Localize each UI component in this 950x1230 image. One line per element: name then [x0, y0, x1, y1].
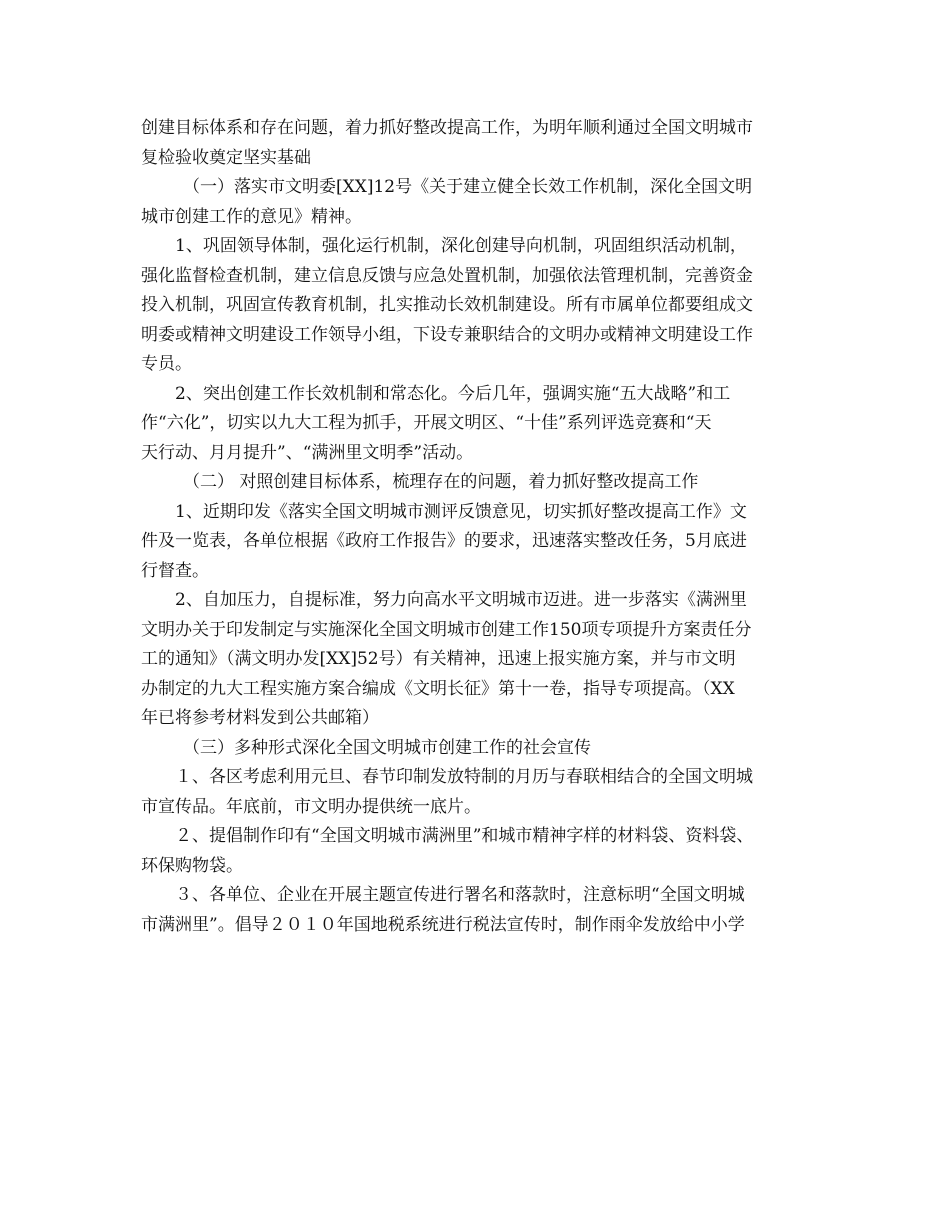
- text-line: 专员。: [141, 354, 192, 374]
- text-line: 创建目标体系和存在问题，着力抓好整改提高工作，为明年顺利通过全国文明城市: [141, 118, 753, 138]
- text-line: １、各区考虑利用元旦、春节印制发放特制的月历与春联相结合的全国文明城: [175, 767, 753, 787]
- text-line: 件及一览表，各单位根据《政府工作报告》的要求，迅速落实整改任务，5月底进: [141, 531, 747, 551]
- text-line: 年已将参考材料发到公共邮箱）: [141, 708, 379, 728]
- text-line: 复检验收奠定坚实基础: [141, 147, 311, 168]
- text-line: 文明办关于印发制定与实施深化全国文明城市创建工作150项专项提升方案责任分: [141, 619, 752, 640]
- text-line: ３、各单位、企业在开展主题宣传进行署名和落款时，注意标明“全国文明城: [175, 885, 745, 905]
- text-line: 明委或精神文明建设工作领导小组，下设专兼职结合的文明办或精神文明建设工作: [141, 324, 753, 345]
- text-line: 投入机制，巩固宣传教育机制，扎实推动长效机制建设。所有市属单位都要组成文: [141, 295, 753, 315]
- text-line: 2、自加压力，自提标准，努力向高水平文明城市迈进。进一步落实《满洲里: [175, 590, 747, 610]
- text-line: 办制定的九大工程实施方案合编成《文明长征》第十一卷，指导专项提高。（XX: [141, 678, 735, 699]
- text-line: 作“六化”，切实以九大工程为抓手，开展文明区、“十佳”系列评选竞赛和“天: [141, 413, 712, 433]
- text-line: 1、近期印发《落实全国文明城市测评反馈意见，切实抓好整改提高工作》文: [175, 501, 747, 522]
- section-heading: （三）多种形式深化全国文明城市创建工作的社会宣传: [183, 737, 591, 758]
- text-line: 2、突出创建工作长效机制和常态化。今后几年，强调实施“五大战略”和工: [175, 383, 731, 404]
- document-body: [141, 114, 821, 940]
- text-line: 市宣传品。年底前，市文明办提供统一底片。: [141, 796, 481, 817]
- text-line: 强化监督检查机制，建立信息反馈与应急处置机制，加强依法管理机制，完善资金: [141, 265, 753, 286]
- text-line: 天行动、月月提升”、“满洲里文明季”活动。: [141, 442, 474, 463]
- section-heading: （一）落实市文明委[XX]12号《关于建立健全长效工作机制，深化全国文明: [183, 177, 753, 197]
- text-line: 市满洲里”。倡导２０１０年国地税系统进行税法宣传时，制作雨伞发放给中小学: [141, 914, 745, 935]
- section-heading: （二） 对照创建目标体系，梳理存在的问题，着力抓好整改提高工作: [183, 472, 699, 492]
- text-line: 行督查。: [141, 560, 209, 581]
- text-line: ２、提倡制作印有“全国文明城市满洲里”和城市精神字样的材料袋、资料袋、: [175, 826, 754, 846]
- text-line: 工的通知》（满文明办发[XX]52号）有关精神，迅速上报实施方案，并与市文明: [141, 649, 736, 669]
- text-line: 环保购物袋。: [141, 855, 243, 876]
- text-line: 1、巩固领导体制，强化运行机制，深化创建导向机制，巩固组织活动机制，: [175, 236, 747, 256]
- text-line: 城市创建工作的意见》精神。: [141, 206, 362, 227]
